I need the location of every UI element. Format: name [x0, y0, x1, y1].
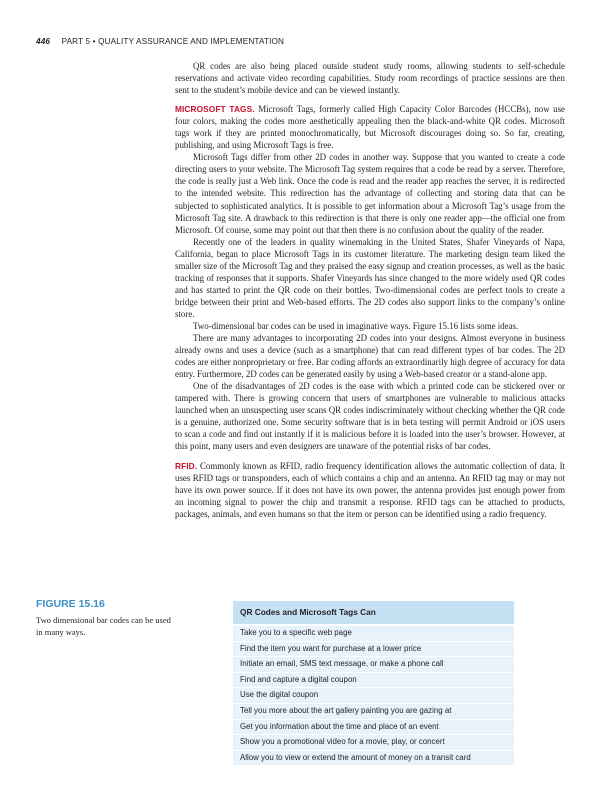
table-row: Allow you to view or extend the amount of money on a transit card — [233, 750, 514, 766]
paragraph-shafer-vineyards: Recently one of the leaders in quality winemaking in the United States, Shafer Vineyards of Napa, California, began to place Microsoft Tags in its customer literature. The marketing design team liked the smaller size of the Microsoft Tag and they praised the easy signup and creation processes, as well as the basic tracking of responses that it supports. Shafer Vineyards has since changed to the more widely used QR codes and has started to print the QR code on their bottles. Two-dimensional codes are perfect tools to create a bridge between their print and Web-based efforts. The 2D codes also support links to the company’s online store. — [175, 236, 565, 319]
paragraph-qr-study-rooms: QR codes are also being placed outside student study rooms, allowing students to self-schedule reservations and activate video recording capabilities. Study room recordings of practice sessions are then sent to the student’s mobile device and can be viewed instantly. — [175, 61, 565, 96]
table-row: Use the digital coupon — [233, 687, 514, 703]
figure-table-title: QR Codes and Microsoft Tags Can — [233, 601, 514, 624]
rfid-heading: RFID. — [175, 460, 198, 471]
paragraph-microsoft-tags — [175, 103, 565, 151]
microsoft-tags-text: Microsoft Tags, formerly called High Capacity Color Barcodes (HCCBs), now use four colors, making the codes more aesthetically appealing then the black-and-white QR codes. Microsoft tags work if they are printed monochromatically, but Microsoft discourages doing so. So far, creating, publishing, and using Microsoft Tags is free. — [175, 104, 565, 151]
body-text — [175, 60, 565, 520]
figure-table-rows — [233, 624, 514, 765]
table-row: Tell you more about the art gallery painting you are gazing at — [233, 703, 514, 719]
paragraph-advantages: There are many advantages to incorporating 2D codes into your designs. Almost everyone in business already owns and uses a device (such as a smartphone) that can read different types of bar codes. The 2D codes are either nonproprietary or free. Bar coding affords an extraordinarily high degree of accuracy for data entry. Furthermore, 2D codes can be generated easily by using a Web-based creator or a stand-alone app. — [175, 333, 565, 380]
table-row: Find the item you want for purchase at a lower price — [233, 641, 514, 657]
table-row: Take you to a specific web page — [233, 626, 514, 641]
table-row: Get you information about the time and place of an event — [233, 719, 514, 735]
table-row: Show you a promotional video for a movie, play, or concert — [233, 734, 514, 750]
paragraph-rfid — [175, 460, 565, 520]
part-title: PART 5 • QUALITY ASSURANCE AND IMPLEMENTATION — [61, 37, 285, 46]
table-row: Find and capture a digital coupon — [233, 672, 514, 688]
paragraph-imaginative-ways: Two-dimensional bar codes can be used in imaginative ways. Figure 15.16 lists some ideas. — [193, 320, 519, 331]
page-number: 446 — [36, 37, 51, 46]
rfid-text: Commonly known as RFID, radio frequency identification allows the automatic collection of data. It uses RFID tags or transponders, each of which contains a chip and an antenna. An RFID tag may or may not have its own power source. If it does not have its own power, the antenna provides just enough power from an incoming signal to power the chip and transmit a response. RFID tags can be attached to products, packages, animals, and even humans so that the item or person can be identified using a radio frequency. — [175, 460, 566, 519]
table-row: Initiate an email, SMS text message, or make a phone call — [233, 656, 514, 672]
figure-label: FIGURE 15.16 — [36, 598, 105, 610]
microsoft-tags-heading: MICROSOFT TAGS. — [175, 104, 255, 115]
figure-caption: Two dimensional bar codes can be used in many ways. — [36, 615, 171, 637]
figure-table — [233, 601, 514, 765]
paragraph-tags-differ: Microsoft Tags differ from other 2D codes in another way. Suppose that you wanted to create a code directing users to your website. The Microsoft Tag system requires that a code be read by a server. Therefore, the code is really just a Web link. Once the code is read and the reader app reaches the server, it is redirected to the intended website. This redirection has the advantage of collecting and storing data that can be subjected to sophisticated analytics. It is possible to get information about a Microsoft Tag’s usage from the Microsoft Tag site. A drawback to this redirection is that there is only one reader app—the official one from Microsoft. Of course, some may point out that then there is no confusion about the quality of the reader. — [175, 152, 565, 235]
paragraph-disadvantages: One of the disadvantages of 2D codes is the ease with which a printed code can be stickered over or tampered with. There is growing concern that users of smartphones are vulnerable to malicious attacks launched when an unsuspecting user scans QR codes indiscriminately without checking whether the QR code is a genuine, authorized one. Some security software that is in beta testing will permit Android or iOS users to scan a code and find out instantly if it is malicious before it is loaded into the user’s browser. However, at this point, many users and even designers are unaware of the potential risks of bar codes. — [175, 381, 565, 452]
running-head — [36, 37, 284, 46]
